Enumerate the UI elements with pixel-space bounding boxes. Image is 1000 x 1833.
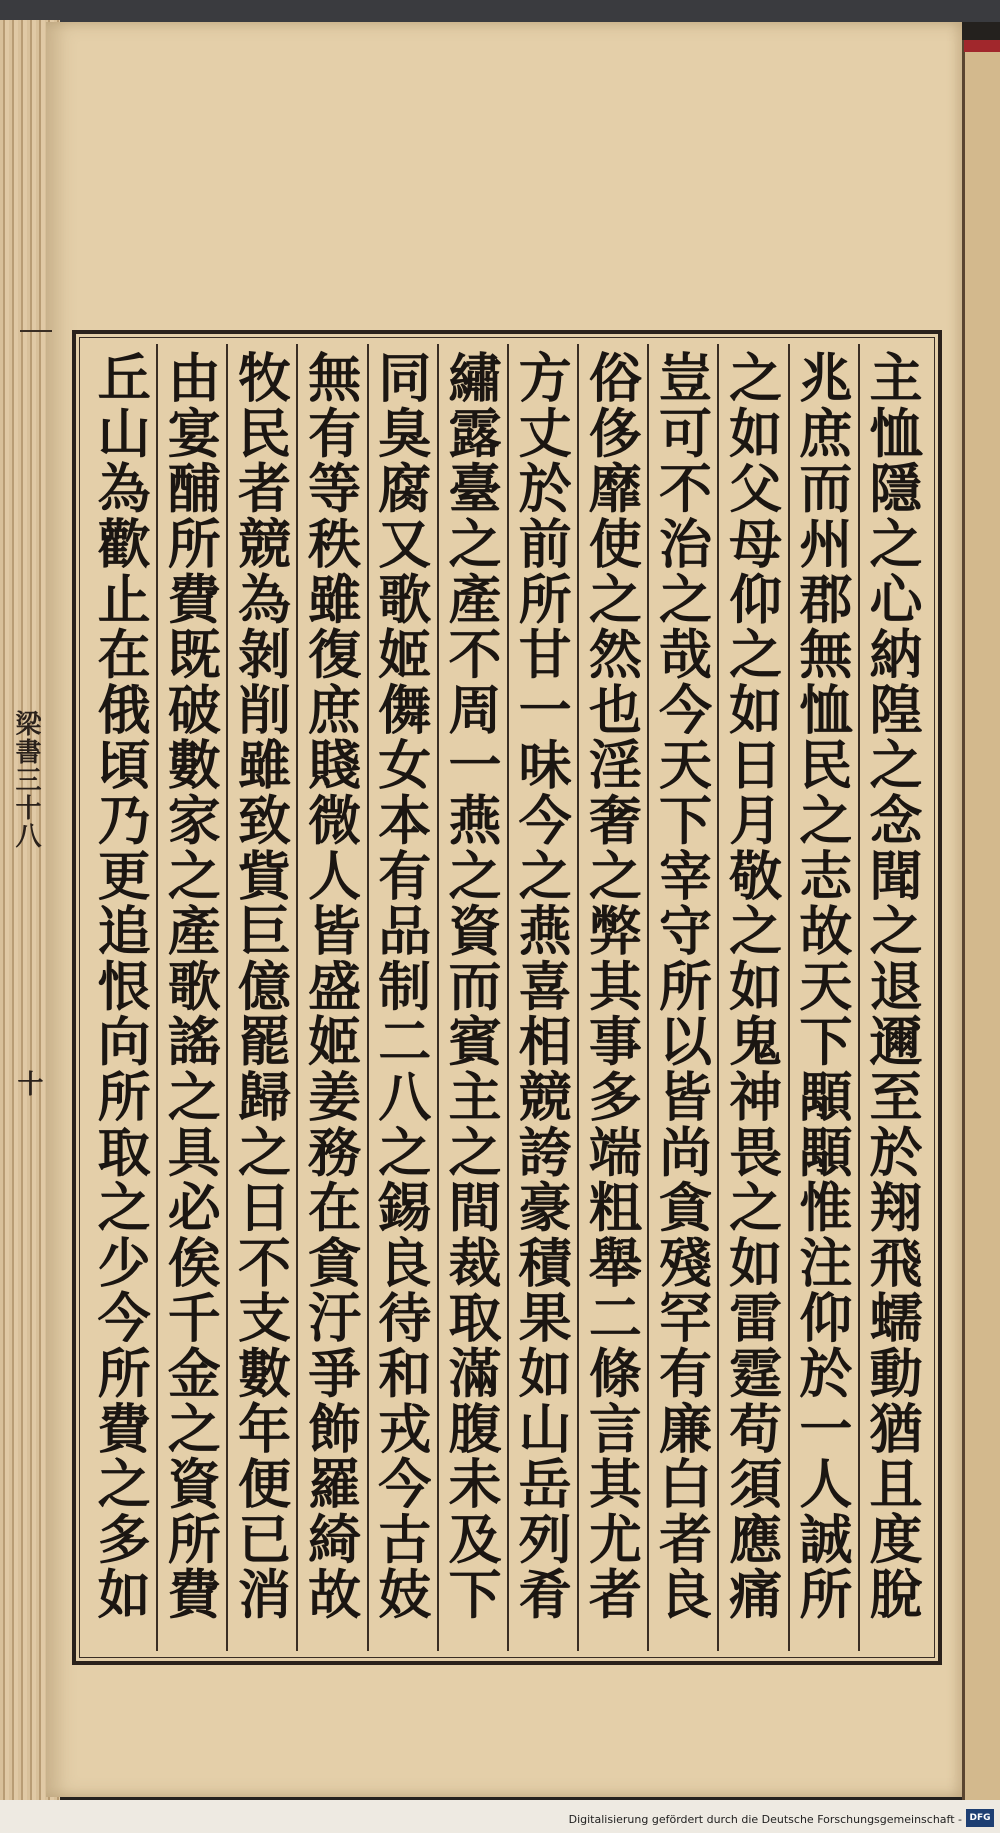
red-page-edge	[964, 40, 1000, 52]
fold-center-column	[0, 330, 50, 1665]
text-column-2: 兆庶而州郡無恤民之志故天下顒顒惟注仰於一人誠所	[788, 344, 858, 1651]
book-title-label: 梁書三十八	[11, 710, 41, 850]
text-column-6: 方丈於前所甘一味今之燕喜相競誇豪積果如山岳列肴	[507, 344, 577, 1651]
text-columns	[86, 344, 928, 1651]
text-column-1: 主恤隱之心納隍之念聞之退邇至於翔飛蠕動猶且度脫	[858, 344, 928, 1651]
digitization-credit: Digitalisierung gefördert durch die Deutsche Forschungsgemeinschaft -	[568, 1813, 962, 1826]
text-column-5: 俗侈靡使之然也淫奢之弊其事多端粗舉二條言其尤者	[577, 344, 647, 1651]
text-column-3: 之如父母仰之如日月敬之如鬼神畏之如雷霆苟須應痛	[717, 344, 787, 1651]
fishtail-mark	[20, 330, 52, 344]
text-column-9: 無有等秩雖復庶賤微人皆盛姬姜務在貪汙爭飾羅綺故	[296, 344, 366, 1651]
facing-page-edge	[962, 40, 1000, 1805]
text-column-11: 由宴酺所費既破數家之產歌謠之具必俟千金之資所費	[156, 344, 226, 1651]
text-column-10: 牧民者競為剝削雖致貲巨億罷歸之日不支數年便已消	[226, 344, 296, 1651]
scanner-top-edge	[0, 0, 1000, 22]
text-column-7: 繡露臺之產不周一燕之資而賓主之間裁取滿腹未及下	[437, 344, 507, 1651]
text-column-8: 同臭腐又歌姬儛女本有品制二八之錫良待和戎今古妓	[367, 344, 437, 1651]
printed-text-block	[72, 330, 942, 1665]
text-column-4: 豈可不治之哉今天下宰守所以皆尚貪殘罕有廉白者良	[647, 344, 717, 1651]
page-mark: 十	[13, 1070, 43, 1096]
text-column-12: 丘山為歡止在俄頃乃更追恨向所取之少今所費之多如	[89, 350, 152, 1622]
dfg-logo: DFG	[966, 1809, 994, 1827]
